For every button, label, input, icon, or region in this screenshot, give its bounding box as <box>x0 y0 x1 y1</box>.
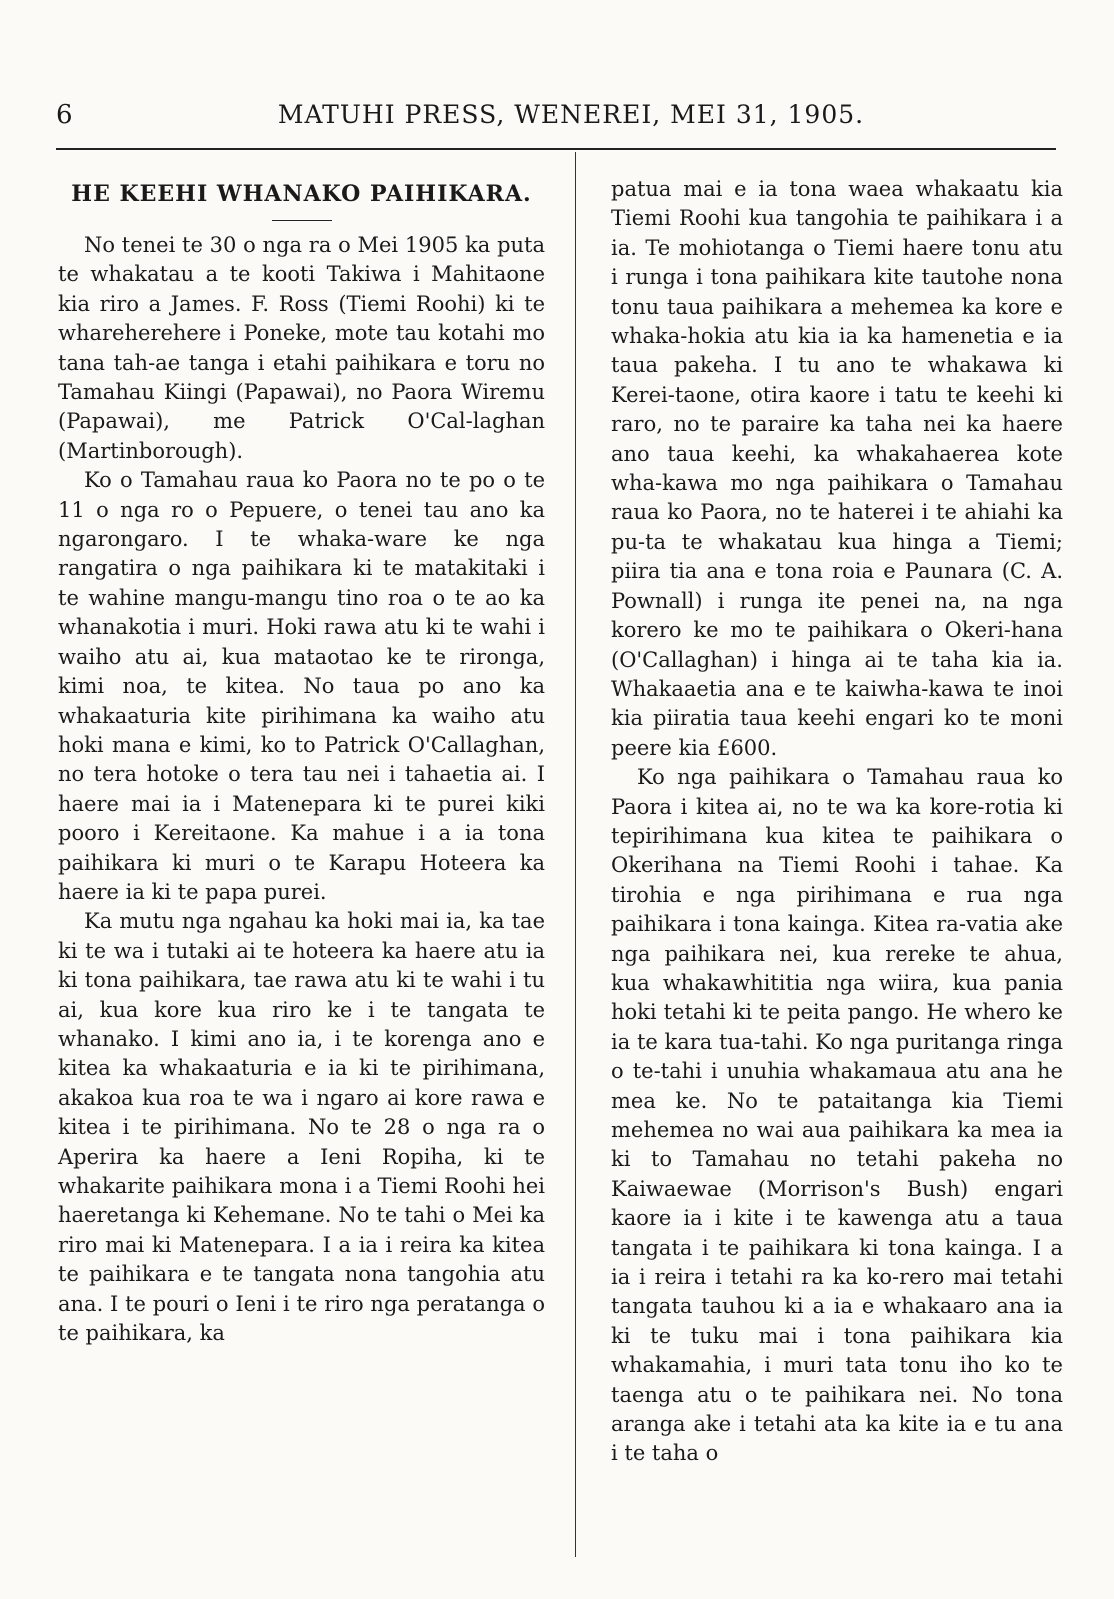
page-header <box>56 100 1056 136</box>
page-number: 6 <box>56 100 73 130</box>
right-column <box>611 175 1063 1469</box>
title-rule <box>272 220 332 221</box>
running-title: MATUHI PRESS, WENEREI, MEI 31, 1905. <box>277 100 865 129</box>
header-rule <box>56 148 1056 150</box>
paragraph: Ko nga paihikara o Tamahau raua ko Paora i kitea ai, no te wa ka kore-rotia ki tepirihimana kua kitea te paihikara o Okerihana na Tiemi Roohi i tahae. Ka tirohia e nga pirihimana e rua nga paihikara i tona kainga. Kitea ra-vatia ake nga paihikara nei, kua rereke te ahua, kua whakawhititia nga wiira, kua pania hoki tetahi ki te peita pango. He whero ke ia te kara tua-tahi. Ko nga puritanga ringa o te-tahi i unuhia whakamaua atu ana he mea ke. No te pataitanga kia Tiemi mehemea no wai aua paihikara ka mea ia ki to Tamahau no tetahi pakeha no Kaiwaewae (Morrison's Bush) engari kaore ia i kite i te kawenga atu a taua tangata i te paihikara ki tona kainga. I a ia i reira i tetahi ra ka ko-rero mai tetahi tangata tauhou ki a ia e whakaaro ana ia ki te tuku mai i tona paihikara kia whakamahia, i muri tata tonu iho ko te taenga atu o te paihikara nei. No tona aranga ake i tetahi ata ka kite ia e tu ana i te taha o <box>611 765 1063 1466</box>
article-title: HE KEEHI WHANAKO PAIHIKARA. <box>71 181 532 207</box>
paragraph: No tenei te 30 o nga ra o Mei 1905 ka puta te whakatau a te kooti Takiwa i Mahitaone kia riro a James. F. Ross (Tiemi Roohi) ki te whareherehere i Poneke, mote tau kotahi mo tana tah-ae tanga i etahi paihikara e toru no Tamahau Kiingi (Papawai), no Paora Wiremu (Papawai), me Patrick O'Cal-laghan (Martinborough). <box>58 233 545 463</box>
left-column <box>58 175 545 1348</box>
column-divider <box>575 152 576 1557</box>
paragraph: Ka mutu nga ngahau ka hoki mai ia, ka tae ki te wa i tutaki ai te hoteera ka haere atu ia ki tona paihikara, tae rawa atu ki te wahi i tu ai, kua kore kua riro ke i te tangata te whanako. I kimi ano ia, i te korenga ano e kitea ka whakaaturia e ia ki te pirihimana, akakoa kua roa te wa i ngaro ai kore rawa e kitea i te pirihimana. No te 28 o nga ra o Aperira ka haere a Ieni Ropiha, ki te whakarite paihikara mona i a Tiemi Roohi hei haeretanga ki Kehemane. No te tahi o Mei ka riro mai ki Matenepara. I a ia i reira ka kitea te paihikara e te tangata nona tangohia atu ana. I te pouri o Ieni i te riro nga peratanga o te paihikara, ka <box>58 909 545 1346</box>
paragraph: Ko o Tamahau raua ko Paora no te po o te 11 o nga ro o Pepuere, o tenei tau ano ka ngarongaro. I te whaka-ware ke nga rangatira o nga paihikara ki te matakitaki i te wahine mangu-mangu tino roa o te ao ka whanakotia i muri. Hoki rawa atu ki te wahi i waiho atu ai, kua mataotao ke te rironga, kimi noa, te kitea. No taua po ano ka whakaaturia kite pirihimana ka waiho atu hoki mana e kimi, ko to Patrick O'Callaghan, no tera hotoke o tera tau nei i tahaetia ai. I haere mai ia i Matenepara ki te purei kiki pooro i Kereitaone. Ka mahue i a ia tona paihikara ki muri o te Karapu Hoteera ka haere ia ki te papa purei. <box>58 468 545 904</box>
paragraph: patua mai e ia tona waea whakaatu kia Tiemi Roohi kua tangohia te paihikara i a ia. Te mohiotanga o Tiemi haere tonu atu i runga i tona paihikara kite tautohe nona tonu taua paihikara a mehemea ka kore e whaka-hokia atu kia ia ka hamenetia e ia taua pakeha. I tu ano te whakawa ki Kerei-taone, otira kaore i tatu te keehi ki raro, no te paraire ka taha nei ka haere ano taua keehi, ka whakahaerea kote wha-kawa mo nga paihikara o Tamahau raua ko Paora, no te haterei i te ahiahi ka pu-ta te whakatau kua hinga a Tiemi; piira tia ana e tona roia e Paunara (C. A. Pownall) i runga ite penei na, na nga korero ke mo te paihikara o Okeri-hana (O'Callaghan) i hinga ai te taha kia ia. Whakaaetia ana e te kaiwha-kawa te inoi kia piiratia taua keehi engari ko te moni peere kia £600. <box>611 177 1063 760</box>
